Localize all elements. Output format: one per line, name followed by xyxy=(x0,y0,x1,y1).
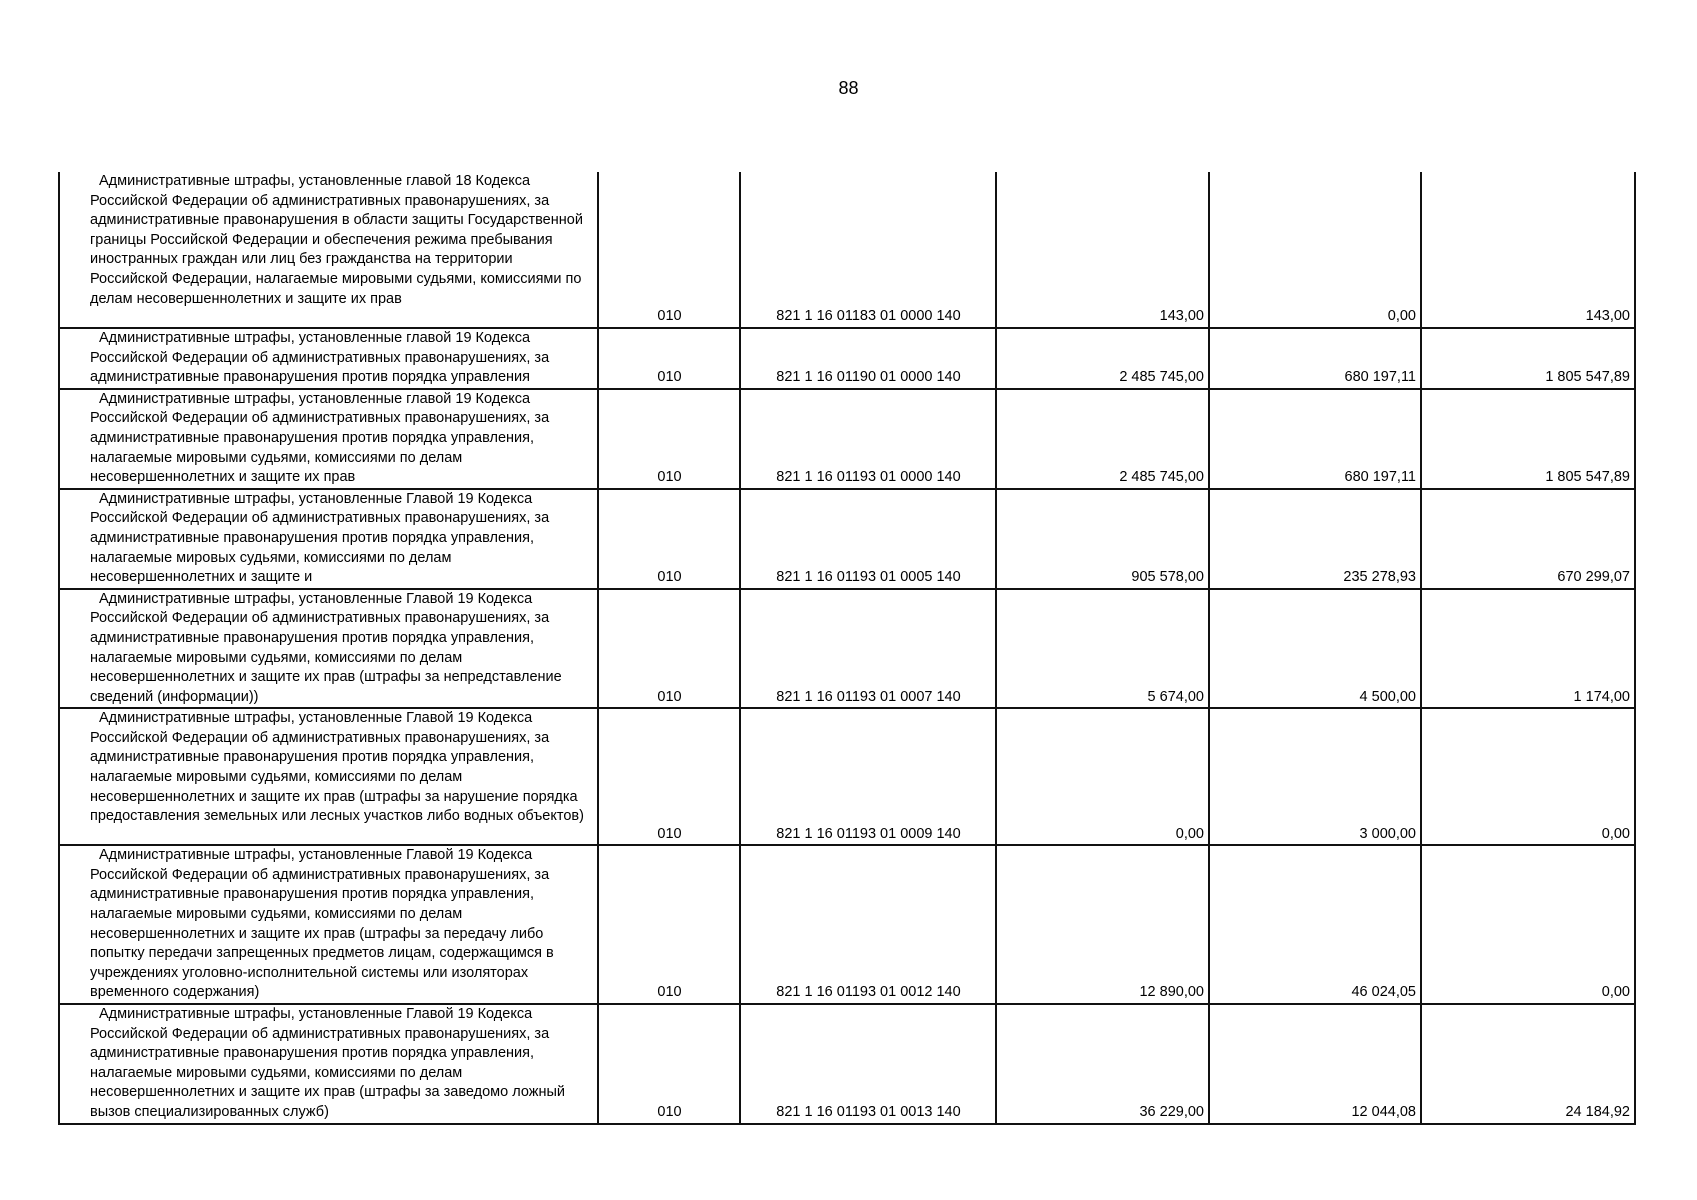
row-unexecuted-amount: 24 184,92 xyxy=(1421,1004,1635,1124)
row-line-code: 010 xyxy=(598,1004,740,1124)
row-line-code: 010 xyxy=(598,489,740,589)
row-executed-amount: 235 278,93 xyxy=(1209,489,1421,589)
table-row xyxy=(59,389,1635,489)
row-description: Административные штрафы, установленные главой 19 Кодекса Российской Федерации об административных правонарушениях, за административные правонарушения против порядка управления, налагаемые мировыми судьями, комиссиями по делам несовершеннолетних и защите их прав xyxy=(59,389,598,489)
table-row xyxy=(59,328,1635,389)
table-row xyxy=(59,845,1635,1004)
row-budget-classification-code: 821 1 16 01193 01 0000 140 xyxy=(740,389,996,489)
row-description: Административные штрафы, установленные главой 19 Кодекса Российской Федерации об административных правонарушениях, за административные правонарушения против порядка управления xyxy=(59,328,598,389)
row-budget-classification-code: 821 1 16 01193 01 0007 140 xyxy=(740,589,996,709)
row-budget-classification-code: 821 1 16 01190 01 0000 140 xyxy=(740,328,996,389)
row-description: Административные штрафы, установленные Главой 19 Кодекса Российской Федерации об административных правонарушениях, за административные правонарушения против порядка управления, налагаемые мировыми судьями, комиссиями по делам несовершеннолетних и защите их прав (штрафы за нарушение порядка предоставления земельных или лесных участков либо водных объектов) xyxy=(59,708,598,845)
table-row xyxy=(59,489,1635,589)
row-description: Административные штрафы, установленные Главой 19 Кодекса Российской Федерации об административных правонарушениях, за административные правонарушения против порядка управления, налагаемые мировых судьями, комиссиями по делам несовершеннолетних и защите и xyxy=(59,489,598,589)
row-approved-amount: 2 485 745,00 xyxy=(996,389,1209,489)
row-unexecuted-amount: 0,00 xyxy=(1421,845,1635,1004)
row-executed-amount: 680 197,11 xyxy=(1209,328,1421,389)
row-approved-amount: 143,00 xyxy=(996,172,1209,328)
row-unexecuted-amount: 0,00 xyxy=(1421,708,1635,845)
row-line-code: 010 xyxy=(598,172,740,328)
row-unexecuted-amount: 1 805 547,89 xyxy=(1421,389,1635,489)
page-number: 88 xyxy=(838,78,859,98)
row-approved-amount: 0,00 xyxy=(996,708,1209,845)
row-budget-classification-code: 821 1 16 01193 01 0005 140 xyxy=(740,489,996,589)
row-line-code: 010 xyxy=(598,708,740,845)
row-unexecuted-amount: 670 299,07 xyxy=(1421,489,1635,589)
revenue-table-body xyxy=(59,172,1635,1124)
row-line-code: 010 xyxy=(598,589,740,709)
row-line-code: 010 xyxy=(598,328,740,389)
row-executed-amount: 680 197,11 xyxy=(1209,389,1421,489)
row-line-code: 010 xyxy=(598,845,740,1004)
row-approved-amount: 36 229,00 xyxy=(996,1004,1209,1124)
row-description: Административные штрафы, установленные Главой 19 Кодекса Российской Федерации об административных правонарушениях, за административные правонарушения против порядка управления, налагаемые мировыми судьями, комиссиями по делам несовершеннолетних и защите их прав (штрафы за непредставление сведений (информации)) xyxy=(59,589,598,709)
row-executed-amount: 46 024,05 xyxy=(1209,845,1421,1004)
revenue-table xyxy=(58,172,1636,1125)
row-description: Административные штрафы, установленные Главой 19 Кодекса Российской Федерации об административных правонарушениях, за административные правонарушения против порядка управления, налагаемые мировыми судьями, комиссиями по делам несовершеннолетних и защите их прав (штрафы за заведомо ложный вызов специализированных служб) xyxy=(59,1004,598,1124)
row-budget-classification-code: 821 1 16 01193 01 0009 140 xyxy=(740,708,996,845)
row-unexecuted-amount: 1 174,00 xyxy=(1421,589,1635,709)
row-executed-amount: 12 044,08 xyxy=(1209,1004,1421,1124)
row-unexecuted-amount: 143,00 xyxy=(1421,172,1635,328)
row-budget-classification-code: 821 1 16 01183 01 0000 140 xyxy=(740,172,996,328)
row-description: Административные штрафы, установленные Главой 19 Кодекса Российской Федерации об административных правонарушениях, за административные правонарушения против порядка управления, налагаемые мировыми судьями, комиссиями по делам несовершеннолетних и защите их прав (штрафы за передачу либо попытку передачи запрещенных предметов лицам, содержащимся в учреждениях уголовно-исполнительной системы или изоляторах временного содержания) xyxy=(59,845,598,1004)
table-row xyxy=(59,172,1635,328)
row-executed-amount: 3 000,00 xyxy=(1209,708,1421,845)
row-unexecuted-amount: 1 805 547,89 xyxy=(1421,328,1635,389)
row-executed-amount: 4 500,00 xyxy=(1209,589,1421,709)
table-row xyxy=(59,708,1635,845)
row-budget-classification-code: 821 1 16 01193 01 0013 140 xyxy=(740,1004,996,1124)
row-approved-amount: 12 890,00 xyxy=(996,845,1209,1004)
row-approved-amount: 905 578,00 xyxy=(996,489,1209,589)
row-description: Административные штрафы, установленные главой 18 Кодекса Российской Федерации об административных правонарушениях, за административные правонарушения в области защиты Государственной границы Российской Федерации и обеспечения режима пребывания иностранных граждан или лиц без гражданства на территории Российской Федерации, налагаемые мировыми судьями, комиссиями по делам несовершеннолетних и защите их прав xyxy=(59,172,598,328)
row-executed-amount: 0,00 xyxy=(1209,172,1421,328)
table-row xyxy=(59,589,1635,709)
row-budget-classification-code: 821 1 16 01193 01 0012 140 xyxy=(740,845,996,1004)
row-line-code: 010 xyxy=(598,389,740,489)
row-approved-amount: 5 674,00 xyxy=(996,589,1209,709)
table-row xyxy=(59,1004,1635,1124)
row-approved-amount: 2 485 745,00 xyxy=(996,328,1209,389)
